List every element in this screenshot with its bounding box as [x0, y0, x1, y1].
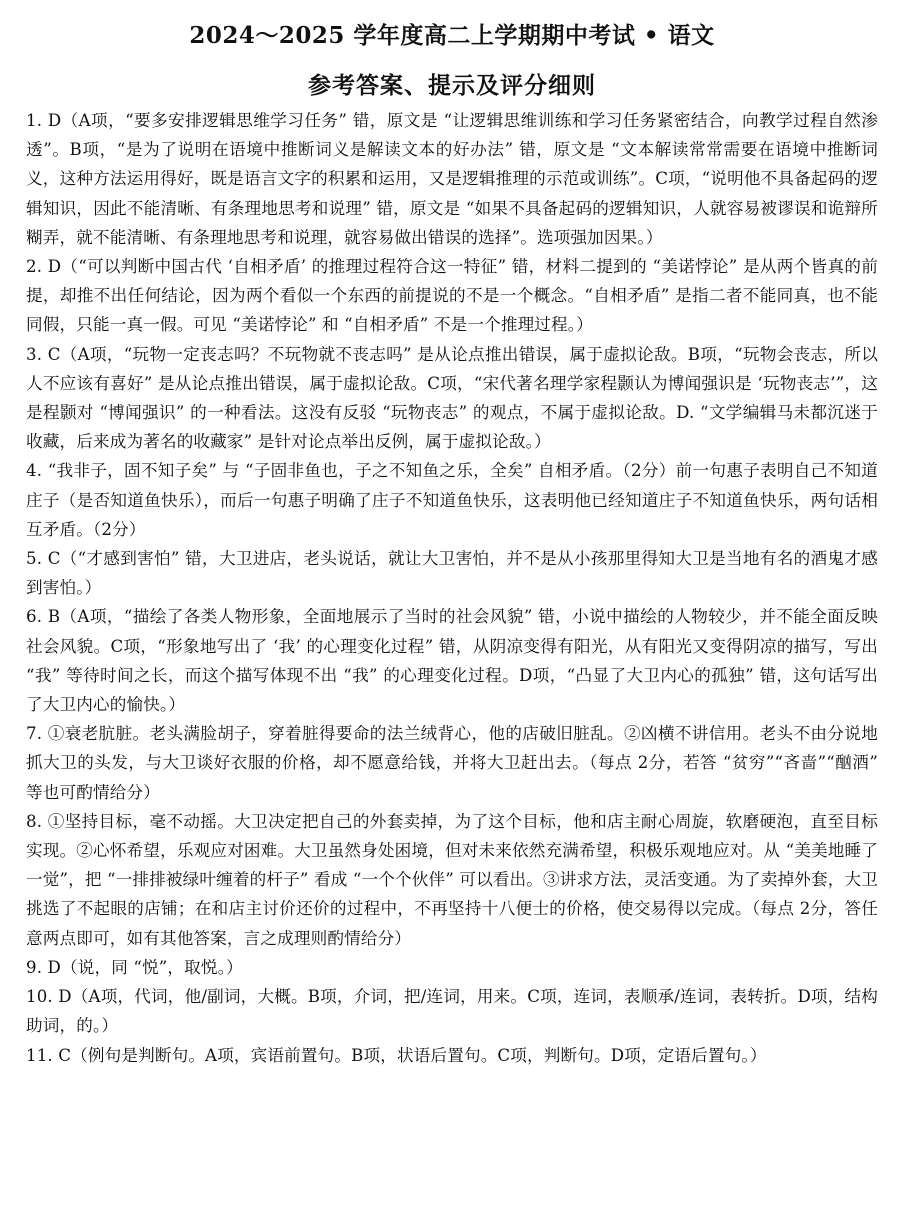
page-subtitle: 参考答案、提示及评分细则	[308, 72, 596, 99]
answer-item-5: 5. C（“才感到害怕” 错，大卫进店，老头说话，就让大卫害怕，并不是从小孩那里得知大卫是当地有名的酒鬼才感到害怕。）	[26, 549, 878, 598]
answer-item-3: 3. C（A项，“玩物一定丧志吗？不玩物就不丧志吗” 是从论点推出错误，属于虚拟论敌。B项，“玩物会丧志，所以人不应该有喜好” 是从论点推出错误，属于虚拟论敌。C项，“宋代著名理学家程颢认为博闻强识是 ‘玩物丧志’”，这是程颢对 “博闻强识” 的一种看法。这没有反驳 “玩物丧志” 的观点，不属于虚拟论敌。D. “文学编辑马未都沉迷于收藏，后来成为著名的收藏家” 是针对论点举出反例，属于虚拟论敌。）	[26, 344, 878, 452]
answer-item-7: 7. ①衰老肮脏。老头满脸胡子，穿着脏得要命的法兰绒背心，他的店破旧脏乱。②凶横不讲信用。老头不由分说地抓大卫的头发，与大卫谈好衣服的价格，却不愿意给钱，并将大卫赶出去。（每点 2分，若答 “贫穷”“吝啬”“酗酒” 等也可酌情给分）	[26, 724, 878, 802]
answer-item-9: 9. D（说，同 “悦”，取悦。）	[26, 957, 243, 977]
answer-item-2: 2. D（“可以判断中国古代 ‘自相矛盾’ 的推理过程符合这一特征” 错，材料二提到的 “美诺悖论” 是从两个皆真的前提，却推不出任何结论，因为两个看似一个东西的前提说的不是一个概念。“自相矛盾” 是指二者不能同真，也不能同假，只能一真一假。可见 “美诺悖论” 和 “自相矛盾” 不是一个推理过程。）	[26, 257, 878, 335]
answer-item-10: 10. D（A项，代词，他/副词，大概。B项，介词，把/连词，用来。C项，连词，表顺承/连词，表转折。D项，结构助词，的。）	[26, 987, 878, 1036]
answer-item-1: 1. D（A项，“要多安排逻辑思维学习任务” 错，原文是 “让逻辑思维训练和学习任务紧密结合，向教学过程自然渗透”。B项，“是为了说明在语境中推断词义是解读文本的好办法” 错，原文是 “文本解读常常需要在语境中推断词义，这种方法运用得好，既是语言文字的积累和运用，又是逻辑推理的示范或训练”。C项，“说明他不具备起码的逻辑知识，因此不能清晰、有条理地思考和说理” 错，原文是 “如果不具备起码的逻辑知识，人就容易被谬误和诡辩所糊弄，就不能清晰、有条理地思考和说理，就容易做出错误的选择”。选项强加因果。）	[26, 111, 878, 247]
answer-item-4: 4. “我非子，固不知子矣” 与 “子固非鱼也，子之不知鱼之乐，全矣” 自相矛盾。（2分）前一句惠子表明自己不知道庄子（是否知道鱼快乐），而后一句惠子明确了庄子不知道鱼快乐，这表明他已经知道庄子不知道鱼快乐，两句话相互矛盾。（2分）	[26, 461, 878, 539]
answer-item-8: 8. ①坚持目标，毫不动摇。大卫决定把自己的外套卖掉，为了这个目标，他和店主耐心周旋，软磨硬泡，直至目标实现。②心怀希望，乐观应对困难。大卫虽然身处困境，但对未来依然充满希望，积极乐观地应对。从 “美美地睡了一觉”，把 “一排排被绿叶缠着的杆子” 看成 “一个个伙伴” 可以看出。③讲求方法，灵活变通。为了卖掉外套，大卫挑选了不起眼的店铺；在和店主讨价还价的过程中，不再坚持十八便士的价格，使交易得以完成。（每点 2分，答任意两点即可，如有其他答案，言之成理则酌情给分）	[26, 811, 878, 948]
answer-item-11: 11. C（例句是判断句。A项，宾语前置句。B项，状语后置句。C项，判断句。D项，定语后置句。）	[26, 1045, 767, 1065]
page-title: 2024～2025 学年度高二上学期期中考试 • 语文	[189, 22, 715, 49]
answer-item-6: 6. B（A项，“描绘了各类人物形象，全面地展示了当时的社会风貌” 错，小说中描绘的人物较少，并不能全面反映社会风貌。C项，“形象地写出了 ‘我’ 的心理变化过程” 错，从阴凉变得有阳光，从有阳光又变得阴凉的描写，写出 “我” 等待时间之长，而这个描写体现不出 “我” 的心理变化过程。D项，“凸显了大卫内心的孤独” 错，这句话写出了大卫内心的愉快。）	[26, 607, 878, 715]
answer-list	[26, 106, 878, 1070]
